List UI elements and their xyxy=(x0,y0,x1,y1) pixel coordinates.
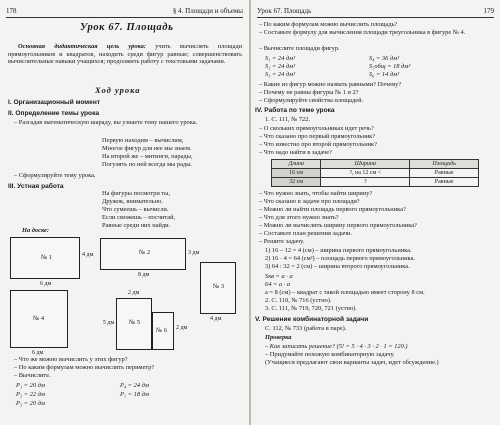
figure-width-label: 2 дм xyxy=(128,290,140,296)
table-header: Площадь xyxy=(410,160,479,169)
goal-text: учить вычислять площади прямоугольников и квадратов, находить среди фигур равные; совершенствовать вычислительные навыки учащихся; продолжить работу с текстовыми задачами. xyxy=(8,43,242,66)
header-section: § 4. Площади и объемы xyxy=(172,7,243,15)
figure-4 xyxy=(10,290,68,348)
section-1: I. Организационный момент xyxy=(8,99,101,106)
solution-step: a = 8 (см) – квадрат с такой площадью имеет сторону 8 см. xyxy=(265,289,425,296)
figure-2 xyxy=(100,238,186,270)
question: – По каким формулам можно вычислить периметр? xyxy=(14,364,155,371)
figure-number: № 6 xyxy=(156,327,168,334)
poem-line: Погулять по ней всегда мы рады. xyxy=(102,161,193,168)
area-value: S₅общ = 18 дм² xyxy=(369,63,411,70)
text-line: – Можно ли вычислить ширину первого прямоугольника? xyxy=(259,222,417,229)
text-line: – Что надо найти в задаче? xyxy=(259,149,332,156)
figure-height-label: 3 дм xyxy=(188,250,200,256)
table-cell: Равные xyxy=(410,178,479,187)
left-page-header xyxy=(6,4,243,18)
perimeter-value: P₅ = 18 дм xyxy=(120,391,149,398)
lesson-title: Урок 67. Площадь xyxy=(80,22,174,33)
goal-label: Основная дидактическая цель урока: xyxy=(18,43,146,50)
task-ref: С. 112, № 733 (работа в паре). xyxy=(265,325,347,332)
check-heading: Проверка xyxy=(265,334,292,341)
area-value: S₃ = 24 дм² xyxy=(265,71,296,78)
right-page-header xyxy=(257,4,494,18)
text-line: – Вычислите площади фигур. xyxy=(259,45,340,52)
figure-width-label: 6 дм xyxy=(40,281,52,287)
table-cell: 32 см xyxy=(272,178,321,187)
text-line: – Что нужно знать, чтобы найти ширину? xyxy=(259,190,373,197)
table-cell: 16 см xyxy=(272,169,321,178)
poem-line: На фигуры посмотри ты, xyxy=(102,190,171,197)
question: – Что же можно вычислить у этих фигур? xyxy=(14,356,128,363)
text-line: – Что для этого нужно знать? xyxy=(259,214,339,221)
page-number: 179 xyxy=(483,7,494,15)
area-value: S₆ = 14 дм² xyxy=(369,71,400,78)
text-line: – Что сказано про первый прямоугольник? xyxy=(259,133,376,140)
question: – Вычислите. xyxy=(14,372,51,379)
text-line: – Какие из фигур можно назвать равными? Почему? xyxy=(259,81,402,88)
perimeter-value: P₁ = 20 дм xyxy=(16,382,45,389)
text-line: – Составьте план решения задачи. xyxy=(259,230,352,237)
text-line: – Можно ли найти площадь первого прямоугольника? xyxy=(259,206,406,213)
right-page xyxy=(251,0,500,425)
formula: 64 = a · a xyxy=(265,281,291,288)
task-table xyxy=(271,159,479,187)
header-section: Урок 67. Площадь xyxy=(257,7,312,15)
solution-step: 1) 16 – 12 = 4 (см) – ширина первого прямоугольника. xyxy=(265,247,412,254)
solution-step: 2) 16 · 4 = 64 (см²) – площадь первого прямоугольника. xyxy=(265,255,415,262)
figure-number: № 2 xyxy=(139,249,151,256)
solution-step: 3) 64 : 32 = 2 (см) – ширина второго прямоугольника. xyxy=(265,263,410,270)
section-5: V. Решение комбинаторной задачи xyxy=(255,316,369,323)
poem-line: Равные среди них найди. xyxy=(102,222,171,229)
formula: Sкв = a · a xyxy=(265,273,293,280)
figure-width-label: 6 дм xyxy=(32,350,44,356)
section-2-task: – Сформулируйте тему урока. xyxy=(14,172,96,179)
section-2-line: – Разгадав математическую шараду, вы узнаете тему нашего урока. xyxy=(14,119,198,126)
figure-number: № 3 xyxy=(213,283,225,290)
figure-1 xyxy=(10,237,80,279)
area-value: S₁ = 24 дм² xyxy=(265,55,296,62)
text-line: – О скольких прямоугольниках идет речь? xyxy=(259,125,374,132)
figure-width-label: 4 дм xyxy=(210,316,222,322)
area-value: S₄ = 36 дм² xyxy=(369,55,400,62)
section-3: III. Устная работа xyxy=(8,183,64,190)
table-row xyxy=(272,169,479,178)
text-line: – Придумайте похожую комбинаторную задачу. xyxy=(265,351,395,358)
text-line: – Что сказано в задаче про площади? xyxy=(259,198,360,205)
figure-height-label: 4 дм xyxy=(82,252,94,258)
figure-number: № 1 xyxy=(41,254,53,261)
text-line: – Как записать решение? (5! = 5 · 4 · 3 · 2 · 1 = 120.) xyxy=(265,343,408,350)
figure-height-label: 2 дм xyxy=(176,325,188,331)
table-cell: ?, на 12 см < xyxy=(321,169,410,178)
perimeter-value: P₂ = 22 дм xyxy=(16,391,45,398)
figure-width-label: 8 дм xyxy=(138,272,150,278)
left-page xyxy=(0,0,249,425)
section-4: IV. Работа по теме урока xyxy=(255,107,335,114)
perimeter-value: P₃ = 20 дм xyxy=(16,400,45,407)
text-line: – Что известно про второй прямоугольник? xyxy=(259,141,377,148)
poem-line: Что сумеешь – вычисли. xyxy=(102,206,169,213)
table-header: Ширина xyxy=(321,160,410,169)
task-ref: 3. С. 111, № 719, 720, 721 (устно). xyxy=(265,305,357,312)
perimeter-value: P₄ = 24 дм xyxy=(120,382,149,389)
text-line: – Решите задачу. xyxy=(259,238,305,245)
text-line: – Составьте формулу для вычисления площади треугольника в фигуре № 4. xyxy=(259,29,466,36)
text-line: (Учащиеся предлагают свои варианты задач, идет обсуждение.) xyxy=(265,359,439,366)
task-ref: 1. С. 111, № 722. xyxy=(265,116,311,123)
figure-number: № 5 xyxy=(129,319,141,326)
table-row xyxy=(272,178,479,187)
poem-line: Дружок, внимательно. xyxy=(102,198,163,205)
area-value: S₂ = 24 дм² xyxy=(265,63,296,70)
figure-number: № 4 xyxy=(33,315,45,322)
text-line: – Почему не равны фигуры № 1 и 2? xyxy=(259,89,359,96)
figure-5 xyxy=(116,298,152,350)
table-cell: ? xyxy=(321,178,410,187)
course-heading: Ход урока xyxy=(95,85,141,95)
task-ref: 2. С. 110, № 716 (устно). xyxy=(265,297,332,304)
poem-line: Если сможешь – посчитай, xyxy=(102,214,176,221)
table-header: Длина xyxy=(272,160,321,169)
poem-line: Многое фигур для нее мы знаем. xyxy=(102,145,192,152)
section-2: II. Определение темы урока xyxy=(8,110,100,117)
poem-line: Первую находим – вычислим, xyxy=(102,137,184,144)
poem-line: На второй же – митинги, парады, xyxy=(102,153,193,160)
figure-height-label: 5 дм xyxy=(103,320,115,326)
figure-6 xyxy=(152,312,174,350)
page-number: 178 xyxy=(6,7,17,15)
table-cell: Равные xyxy=(410,169,479,178)
figure-3 xyxy=(200,262,236,314)
text-line: – Сформулируйте свойства площадей. xyxy=(259,97,364,104)
lesson-goal xyxy=(8,43,242,66)
board-label: На доске: xyxy=(22,227,49,234)
text-line: – По каким формулам можно вычислить площадь? xyxy=(259,21,398,28)
